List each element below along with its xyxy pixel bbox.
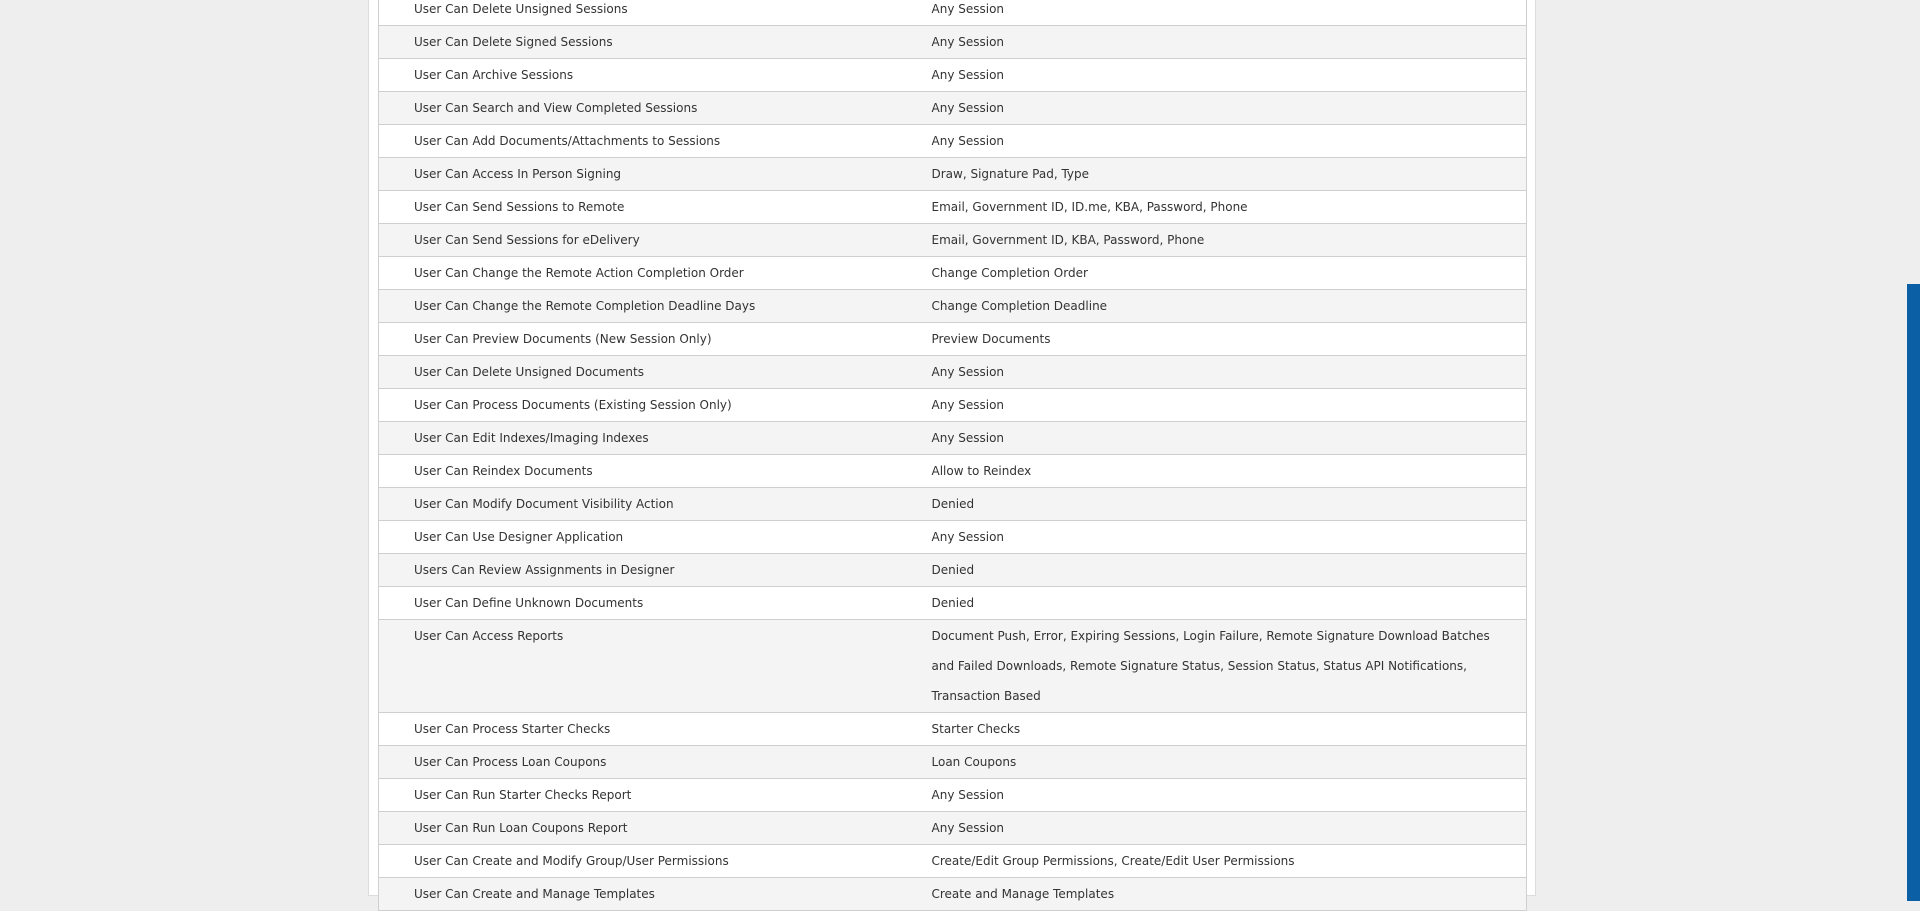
permission-name: User Can Delete Signed Sessions (379, 26, 932, 59)
permission-value: Document Push, Error, Expiring Sessions, Login Failure, Remote Signature Download Batches and Failed Downloads, Remote Signature Status, Session Status, Status API Notifications, Transaction Based (932, 620, 1527, 713)
table-row (379, 59, 1527, 92)
permissions-table-body (379, 0, 1527, 911)
permission-value: Any Session (932, 125, 1527, 158)
permission-value: Any Session (932, 0, 1527, 26)
table-row (379, 812, 1527, 845)
permission-name: User Can Delete Unsigned Documents (379, 356, 932, 389)
permission-value: Email, Government ID, KBA, Password, Phone (932, 224, 1527, 257)
permission-value: Any Session (932, 92, 1527, 125)
permission-value: Email, Government ID, ID.me, KBA, Password, Phone (932, 191, 1527, 224)
permission-value: Any Session (932, 59, 1527, 92)
table-row (379, 746, 1527, 779)
table-row (379, 323, 1527, 356)
permission-name: User Can Change the Remote Completion Deadline Days (379, 290, 932, 323)
permission-name: User Can Delete Unsigned Sessions (379, 0, 932, 26)
permission-value: Denied (932, 554, 1527, 587)
permission-value: Loan Coupons (932, 746, 1527, 779)
permission-name: User Can Run Starter Checks Report (379, 779, 932, 812)
permission-value: Any Session (932, 812, 1527, 845)
permission-value: Change Completion Order (932, 257, 1527, 290)
permission-value: Preview Documents (932, 323, 1527, 356)
permission-value: Any Session (932, 389, 1527, 422)
permission-value: Any Session (932, 521, 1527, 554)
table-row (379, 224, 1527, 257)
permission-name: User Can Search and View Completed Sessions (379, 92, 932, 125)
permission-value: Any Session (932, 356, 1527, 389)
permission-name: User Can Run Loan Coupons Report (379, 812, 932, 845)
permission-value: Any Session (932, 26, 1527, 59)
table-row (379, 389, 1527, 422)
permission-name: User Can Send Sessions to Remote (379, 191, 932, 224)
table-row (379, 26, 1527, 59)
table-row (379, 554, 1527, 587)
permission-value: Change Completion Deadline (932, 290, 1527, 323)
permission-value: Starter Checks (932, 713, 1527, 746)
table-row (379, 158, 1527, 191)
permission-name: User Can Send Sessions for eDelivery (379, 224, 932, 257)
permission-value: Draw, Signature Pad, Type (932, 158, 1527, 191)
table-row (379, 455, 1527, 488)
page-scrollbar-thumb[interactable] (1907, 284, 1920, 901)
permission-name: User Can Create and Modify Group/User Permissions (379, 845, 932, 878)
table-row (379, 521, 1527, 554)
permissions-table (378, 0, 1527, 911)
permission-name: Users Can Review Assignments in Designer (379, 554, 932, 587)
permission-name: User Can Reindex Documents (379, 455, 932, 488)
table-row (379, 620, 1527, 713)
permission-name: User Can Use Designer Application (379, 521, 932, 554)
table-row (379, 488, 1527, 521)
permission-name: User Can Process Documents (Existing Session Only) (379, 389, 932, 422)
permission-value: Denied (932, 488, 1527, 521)
permission-name: User Can Edit Indexes/Imaging Indexes (379, 422, 932, 455)
permission-name: User Can Process Loan Coupons (379, 746, 932, 779)
permission-name: User Can Access In Person Signing (379, 158, 932, 191)
permission-value: Allow to Reindex (932, 455, 1527, 488)
table-row (379, 92, 1527, 125)
table-row (379, 878, 1527, 911)
permission-value: Denied (932, 587, 1527, 620)
permission-name: User Can Define Unknown Documents (379, 587, 932, 620)
permission-name: User Can Access Reports (379, 620, 932, 713)
table-row (379, 779, 1527, 812)
table-row (379, 356, 1527, 389)
permission-name: User Can Add Documents/Attachments to Sessions (379, 125, 932, 158)
permission-name: User Can Create and Manage Templates (379, 878, 932, 911)
table-row (379, 257, 1527, 290)
permission-value: Create and Manage Templates (932, 878, 1527, 911)
table-row (379, 587, 1527, 620)
permission-name: User Can Preview Documents (New Session Only) (379, 323, 932, 356)
permission-value: Create/Edit Group Permissions, Create/Edit User Permissions (932, 845, 1527, 878)
table-row (379, 191, 1527, 224)
table-row (379, 845, 1527, 878)
permission-name: User Can Process Starter Checks (379, 713, 932, 746)
permission-name: User Can Archive Sessions (379, 59, 932, 92)
permission-value: Any Session (932, 779, 1527, 812)
table-row (379, 125, 1527, 158)
table-row (379, 422, 1527, 455)
table-row (379, 0, 1527, 26)
table-row (379, 713, 1527, 746)
permission-name: User Can Change the Remote Action Completion Order (379, 257, 932, 290)
table-row (379, 290, 1527, 323)
permission-value: Any Session (932, 422, 1527, 455)
permission-name: User Can Modify Document Visibility Action (379, 488, 932, 521)
